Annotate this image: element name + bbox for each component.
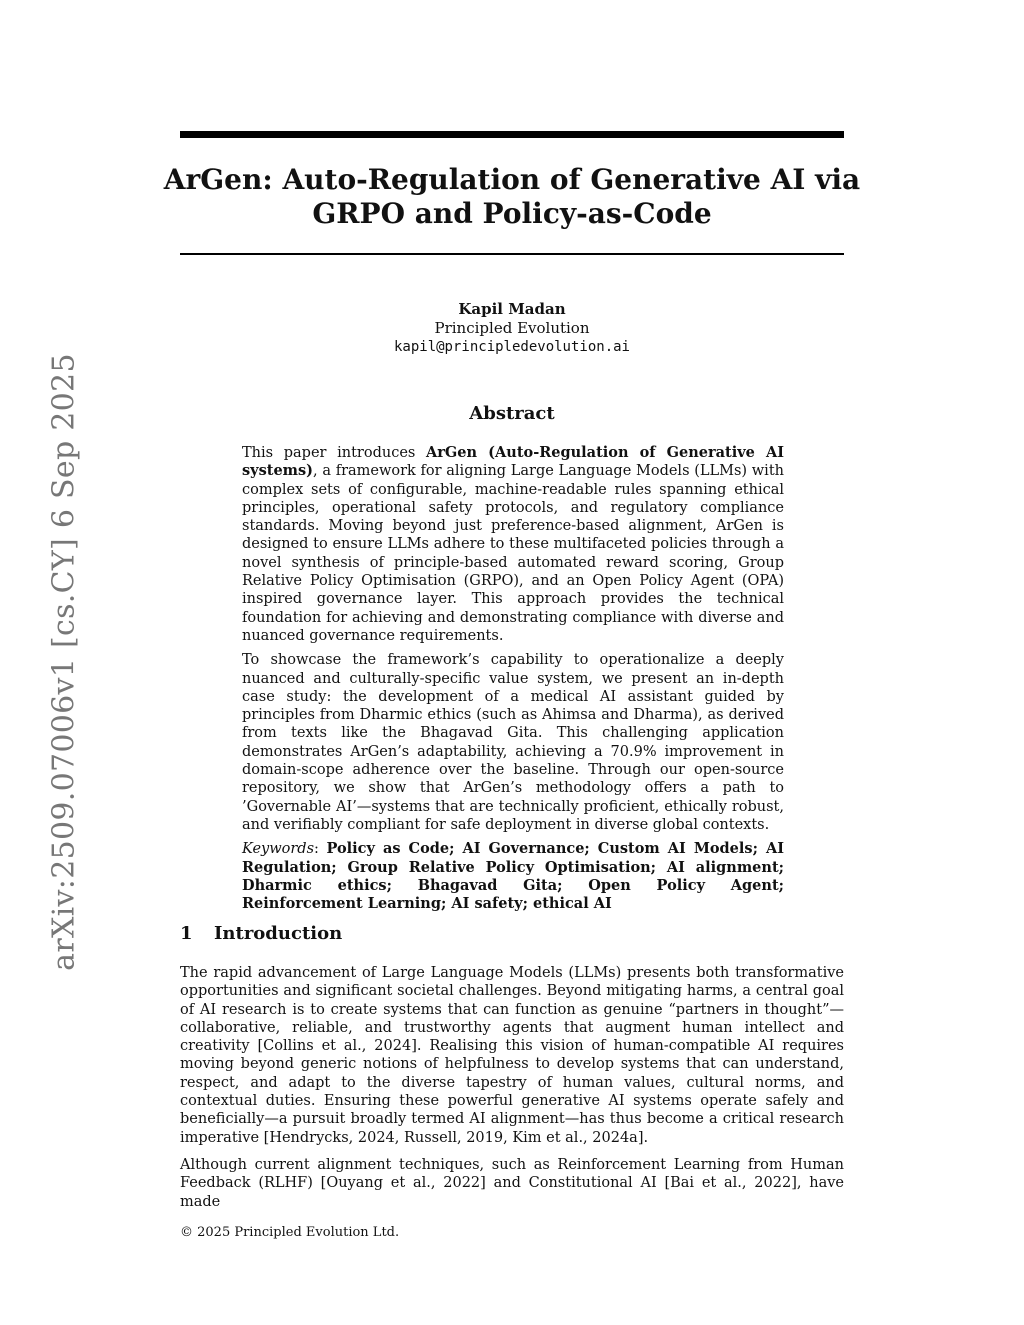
keywords <box>242 840 784 913</box>
intro-paragraph-2: Although current alignment techniques, such as Reinforcement Learning from Human Feedback (RLHF) [Ouyang et al., 2022] and Constitutional AI [Bai et al., 2022], have made <box>180 1156 844 1210</box>
title-line-2: GRPO and Policy-as-Code <box>312 197 712 230</box>
abstract-body <box>242 444 784 919</box>
title-line-1: ArGen: Auto-Regulation of Generative AI via <box>163 163 861 196</box>
introduction-body <box>180 964 844 1220</box>
abstract-heading: Abstract <box>469 403 555 424</box>
keywords-list: Policy as Code; AI Governance; Custom AI Models; AI Regulation; Group Relative Policy Optimisation; AI alignment; Dharmic ethics; Bhagavad Gita; Open Policy Agent; Reinforcement Learning; AI safety; ethical AI <box>242 840 784 913</box>
section-title: Introduction <box>214 923 343 944</box>
abstract-p1-intro: This paper introduces <box>242 445 427 461</box>
intro-paragraph-1: The rapid advancement of Large Language Models (LLMs) presents both transformative opportunities and significant societal challenges. Beyond mitigating harms, a central goal of AI research is to create systems that can function as genuine “partners in thought”—collaborative, reliable, and trustworthy agents that augment human intellect and creativity [Collins et al., 2024]. Realising this vision of human-compatible AI requires moving beyond generic notions of helpfulness to develop systems that can understand, respect, and adapt to the diverse tapestry of human values, cultural norms, and contextual duties. Ensuring these powerful generative AI systems operate safely and beneficially—a pursuit broadly termed AI alignment—has thus become a critical research imperative [Hendrycks, 2024, Russell, 2019, Kim et al., 2024a]. <box>180 965 844 1146</box>
copyright-footer: © 2025 Principled Evolution Ltd. <box>180 1225 400 1240</box>
title-bottom-rule <box>180 253 844 255</box>
author-affiliation: Principled Evolution <box>434 319 590 337</box>
author-block <box>300 300 724 357</box>
abstract-paragraph-1 <box>242 444 784 645</box>
author-email: kapil@principledevolution.ai <box>393 339 630 355</box>
abstract-p1-rest: , a framework for aligning Large Language Models (LLMs) with complex sets of configurable, machine-readable rules spanning ethical principles, operational safety protocols, and regulatory compliance standards. Moving beyond just preference-based alignment, ArGen is designed to ensure LLMs adhere to these multifaceted policies through a novel synthesis of principle-based automated reward scoring, Group Relative Policy Optimisation (GRPO), and an Open Policy Agent (OPA) inspired governance layer. This approach provides the technical foundation for achieving and demonstrating compliance with diverse and nuanced governance requirements. <box>242 463 784 644</box>
paper-title <box>150 163 874 231</box>
keywords-separator: : <box>314 841 327 858</box>
abstract-paragraph-2: To showcase the framework’s capability to operationalize a deeply nuanced and culturally-specific value system, we present an in-depth case study: the development of a medical AI assistant guided by principles from Dharmic ethics (such as Ahimsa and Dharma), as derived from texts like the Bhagavad Gita. This challenging application demonstrates ArGen’s adaptability, achieving a 70.9% improvement in domain-scope adherence over the baseline. Through our open-source repository, we show that ArGen’s methodology offers a path to ’Governable AI’—systems that are technically proficient, ethically robust, and verifiably compliant for safe deployment in diverse global contexts. <box>242 652 784 833</box>
keywords-label: Keywords <box>242 841 315 858</box>
section-number: 1 <box>180 923 193 944</box>
title-top-rule <box>180 131 844 138</box>
section-heading <box>180 923 342 944</box>
abstract-p1-bold: ArGen (Auto-Regulation of Generative AI systems) <box>242 444 784 480</box>
author-name: Kapil Madan <box>458 300 566 318</box>
arxiv-identifier: arXiv:2509.07006v1 [cs.CY] 6 Sep 2025 <box>46 353 82 971</box>
